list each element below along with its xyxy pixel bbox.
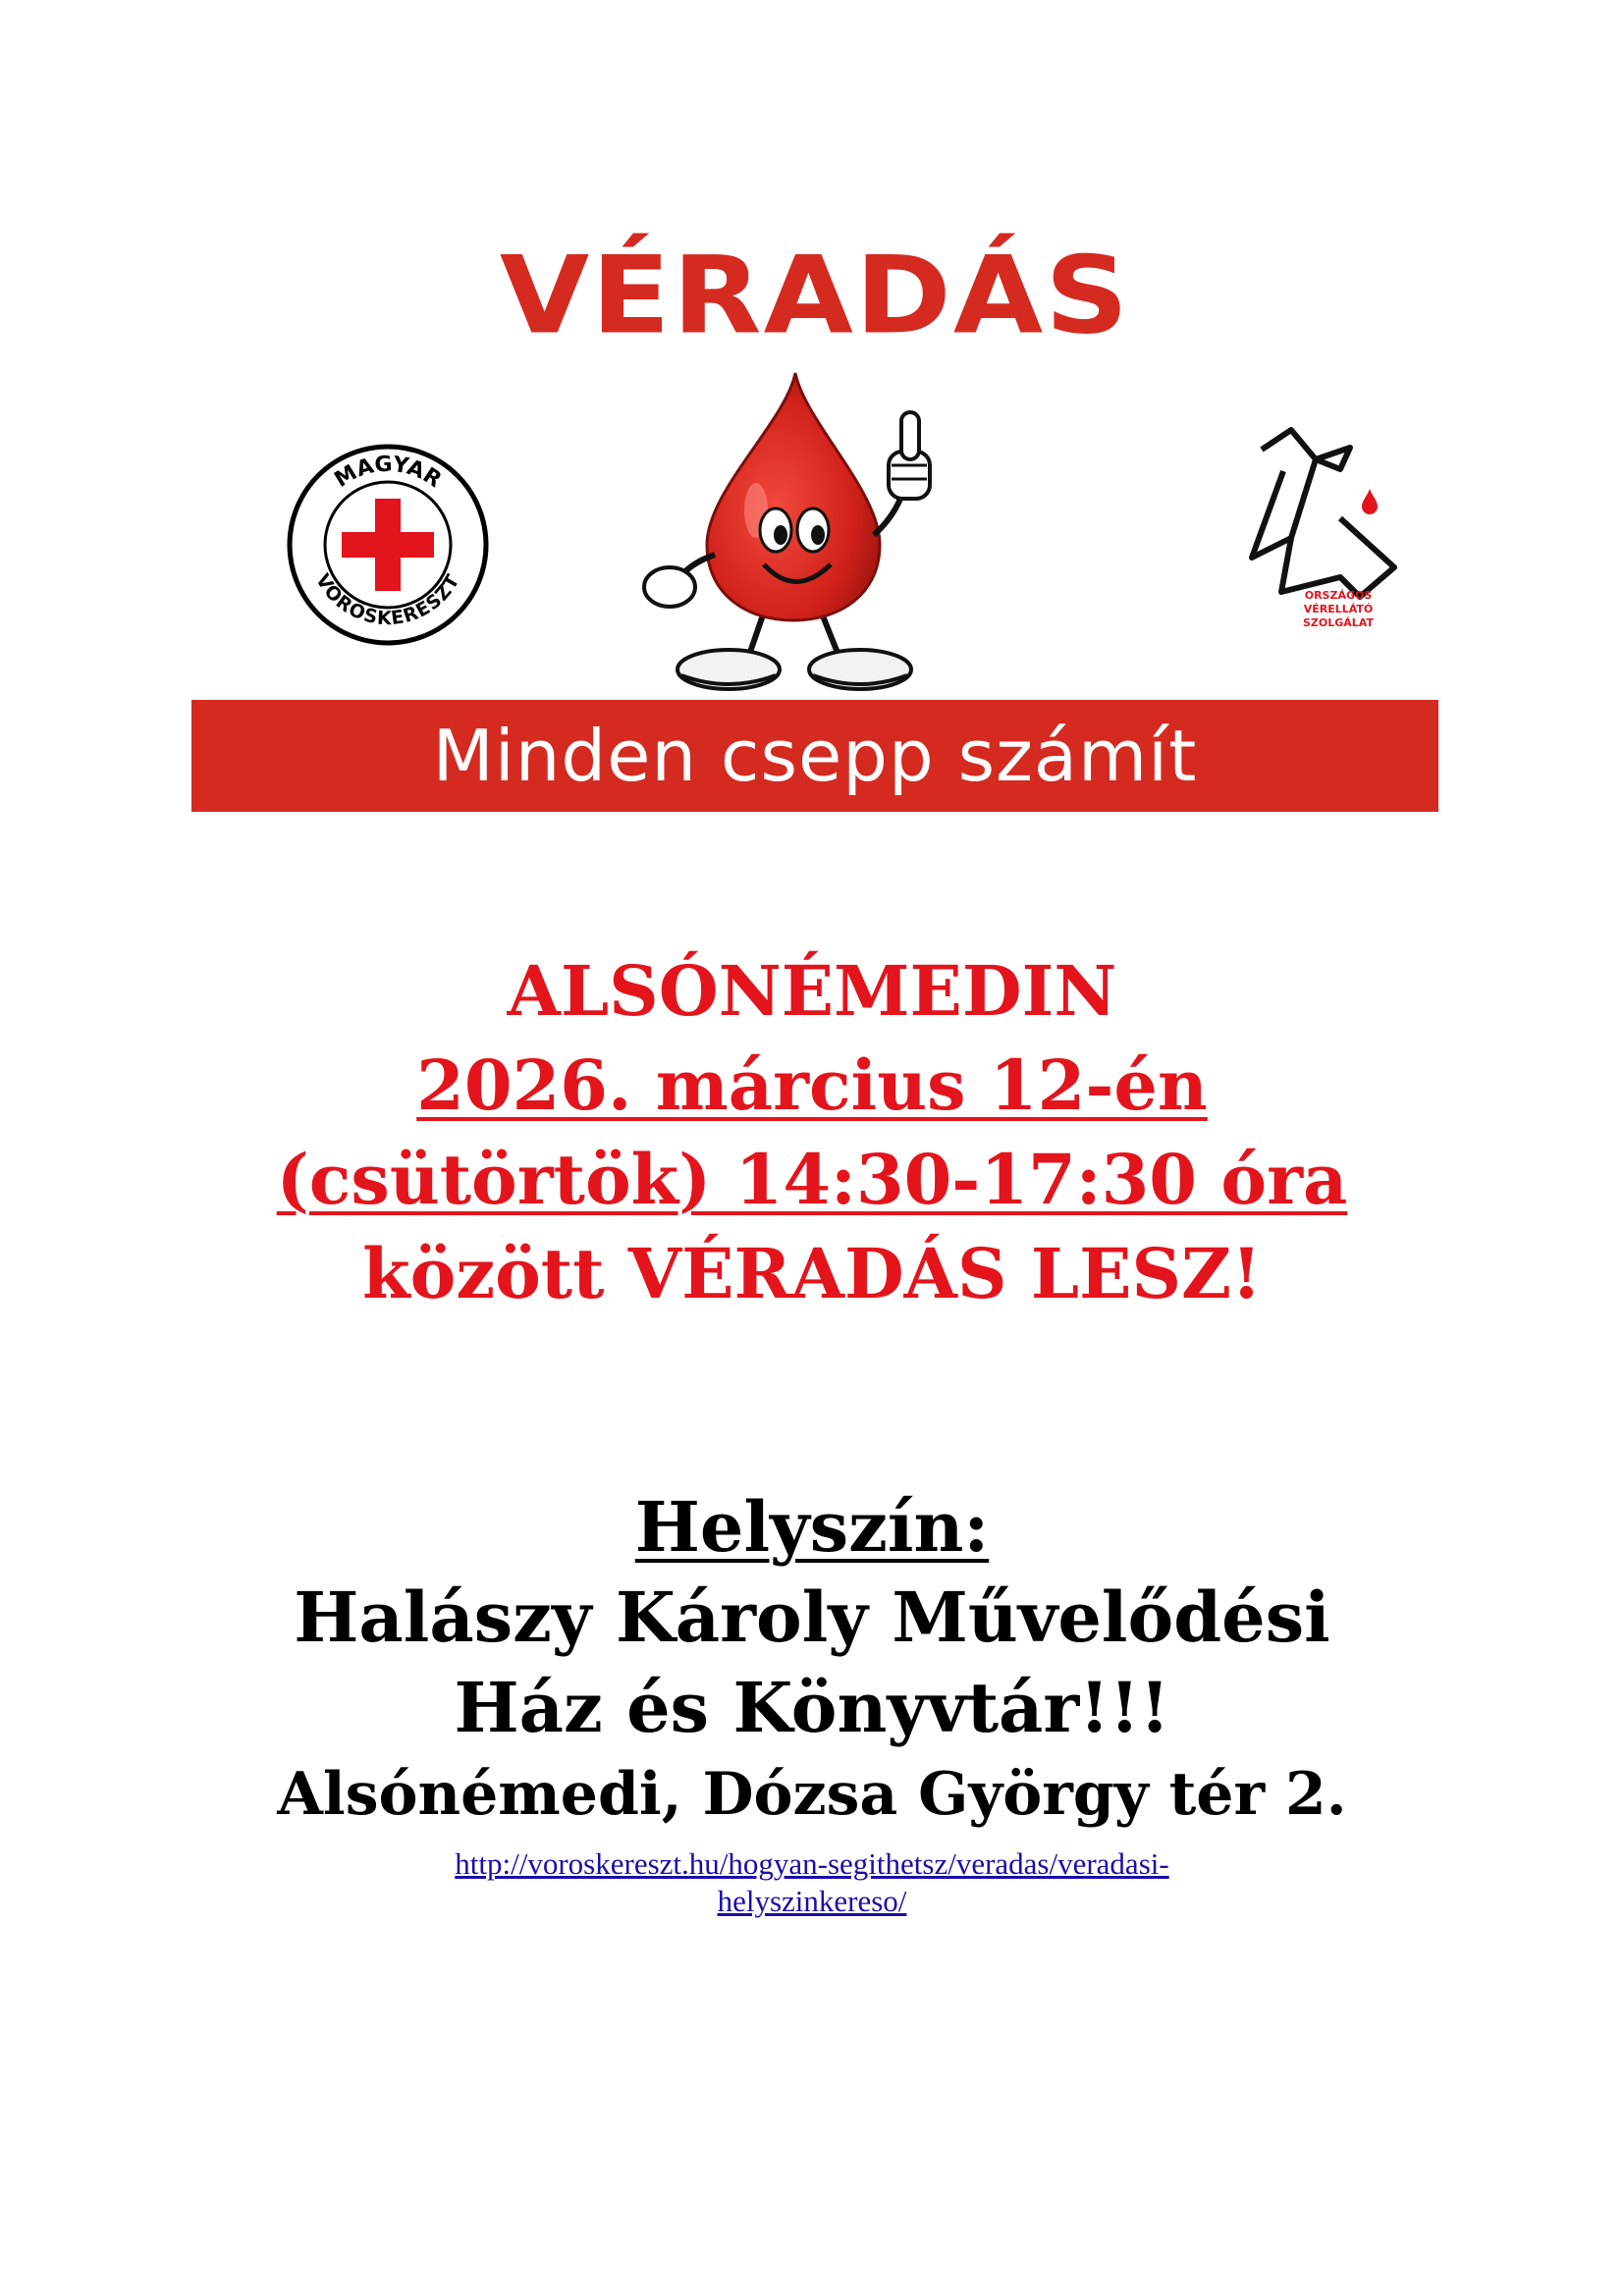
slogan-bar: Minden csepp számít [191, 700, 1438, 812]
venue-line-2: Ház és Könyvtár!!! [454, 1667, 1170, 1748]
venue-address: Alsónémedi, Dózsa György tér 2. [277, 1760, 1347, 1829]
blood-drop-mascot-icon [638, 363, 962, 702]
ovsz-line-2: VÉRELLÁTÓ [1303, 603, 1374, 615]
banner-image [191, 226, 1438, 815]
location-finder-link[interactable] [455, 1846, 1168, 1918]
announcement-date: 2026. március 12-én [416, 1044, 1208, 1126]
hungarian-red-cross-seal-icon [285, 442, 491, 648]
location-block [0, 1482, 1624, 1836]
link-line-2: helyszinkereso/ [717, 1884, 907, 1918]
announcement-message: között VÉRADÁS LESZ! [362, 1233, 1262, 1314]
announcement-time: (csütörtök) 14:30-17:30 óra [276, 1139, 1348, 1220]
announcement-town: ALSÓNÉMEDIN [507, 950, 1117, 1032]
location-heading: Helyszín: [634, 1486, 990, 1568]
link-line-1: http://voroskereszt.hu/hogyan-segithetsz/veradas/veradasi- [455, 1846, 1169, 1881]
ovsz-line-1: ORSZÁGOS [1304, 589, 1373, 602]
location-finder-link-block [0, 1845, 1624, 1920]
svg-text:VÖRÖSKERESZT: VÖRÖSKERESZT [311, 570, 464, 630]
ovsz-line-3: SZOLGÁLAT [1303, 616, 1374, 629]
ovsz-bird-logo-icon [1222, 420, 1409, 646]
venue-line-1: Halászy Károly Művelődési [294, 1576, 1330, 1658]
banner-title: VÉRADÁS [499, 233, 1131, 358]
announcement [0, 944, 1624, 1321]
svg-text:MAGYAR: MAGYAR [330, 452, 446, 494]
